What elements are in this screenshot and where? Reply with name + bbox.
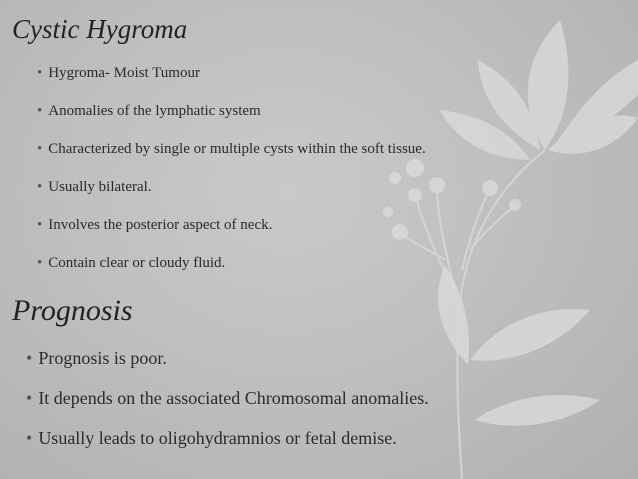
list-item: • It depends on the associated Chromosomal anomalies.: [26, 388, 429, 409]
list-item: • Anomalies of the lymphatic system: [37, 103, 261, 120]
list-item: • Involves the posterior aspect of neck.: [37, 217, 272, 234]
list-item: • Contain clear or cloudy fluid.: [37, 255, 225, 272]
section-title-cystic-hygroma: Cystic Hygroma: [12, 14, 188, 44]
list-item: • Usually bilateral.: [37, 179, 152, 196]
list-item: • Prognosis is poor.: [26, 348, 167, 369]
list-item: • Usually leads to oligohydramnios or fetal demise.: [26, 428, 397, 449]
list-item: • Hygroma- Moist Tumour: [37, 65, 200, 82]
section-title-prognosis: Prognosis: [12, 294, 133, 327]
list-item: • Characterized by single or multiple cysts within the soft tissue.: [37, 141, 426, 158]
